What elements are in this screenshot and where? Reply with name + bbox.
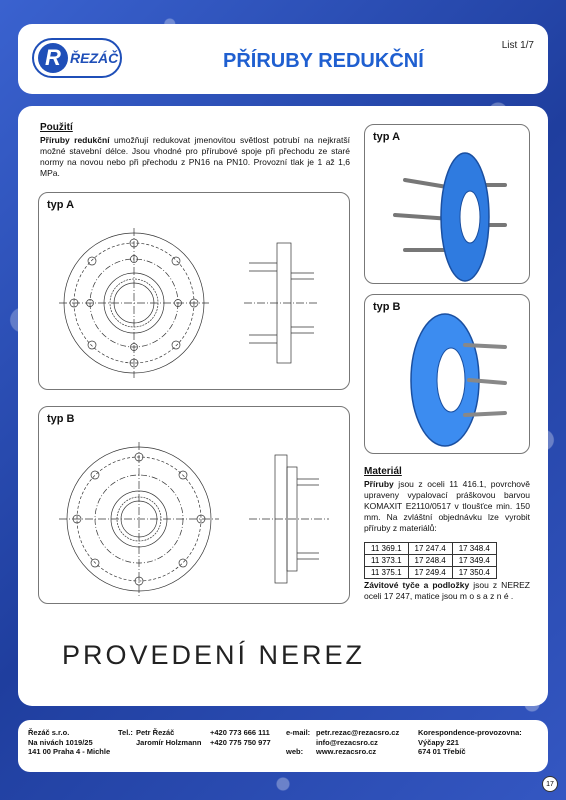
usage-section [40, 122, 350, 179]
email-link[interactable]: info@rezacsro.cz [316, 737, 378, 747]
footer [18, 720, 548, 772]
company-city: 141 00 Praha 4 - Michle [28, 747, 111, 756]
contact-name: Jaromír Holzmann [136, 737, 202, 747]
contact-labels [286, 728, 310, 757]
table-cell: 11 373.1 [365, 555, 409, 567]
page-title: PŘÍRUBY REDUKČNÍ [223, 50, 424, 72]
materials-table [364, 542, 497, 579]
material-section [364, 466, 530, 534]
table-cell: 17 349.4 [452, 555, 496, 567]
branch-street: Výčapy 221 [418, 737, 459, 747]
email-label: e-mail: [286, 728, 311, 737]
photo-b-label: typ B [373, 301, 401, 313]
contact-names [136, 728, 201, 747]
drawing-b-label: typ B [47, 413, 75, 425]
email-link[interactable]: petr.rezac@rezacsro.cz [316, 728, 400, 737]
contact-emails [316, 728, 399, 757]
drawing-panel-a [38, 192, 350, 390]
web-link[interactable]: www.rezacsro.cz [316, 747, 377, 756]
usage-heading: Použití [40, 122, 73, 133]
phone-number[interactable]: +420 773 666 111 [210, 728, 270, 737]
sheet-number: List 1/7 [501, 40, 534, 51]
threaded-rods-note [364, 580, 530, 602]
table-cell: 17 247.4 [408, 543, 452, 555]
logo-text: ŘEZÁČ [70, 50, 119, 66]
header [18, 24, 548, 94]
flange-drawing-b [39, 407, 351, 605]
photo-a-label: typ A [373, 131, 401, 143]
stainless-banner: PROVEDENÍ NEREZ [62, 640, 366, 670]
drawing-panel-b [38, 406, 350, 604]
branch-address [418, 728, 522, 757]
flange-photo-b [365, 295, 531, 455]
photo-panel-b [364, 294, 530, 454]
flange-photo-a [365, 125, 531, 285]
flange-drawing-a [39, 193, 351, 391]
table-row [365, 543, 497, 555]
usage-text: umožňují redukovat jmenovitou světlost potrubí na nejkratší možné stavební délce. Jsou vhodné pro přírubové spoje při přechodu ze staré normy na novou nebo při přechodu z PN16 na PN10. Provozní tlak je 1 až 1,6 MPa. [40, 135, 350, 178]
branch-city: 674 01 Třebíč [418, 747, 466, 756]
company-logo [32, 38, 122, 78]
company-name: Řezáč s.r.o. [28, 728, 70, 737]
table-row [365, 567, 497, 579]
contact-phones [210, 728, 271, 747]
page-number: 17 [542, 776, 558, 792]
drawing-a-label: typ A [47, 199, 75, 211]
company-address [28, 728, 110, 757]
company-street: Na nivách 1019/25 [28, 737, 93, 747]
table-cell: 17 350.4 [452, 567, 496, 579]
photo-panel-a [364, 124, 530, 284]
contact-name: Petr Řezáč [136, 728, 175, 737]
web-label: web: [286, 747, 304, 756]
tel-label: Tel.: [118, 728, 133, 737]
table-row [365, 555, 497, 567]
usage-lead: Příruby redukční [40, 135, 110, 145]
material-text: jsou z oceli 11 416.1, povrchově upraveny vypalovací práškovou barvou KOMAXIT E2110/0517 v tloušťce min. 150 mm. Na zvláštní objednávku lze vyrobit příruby z materiálů: [364, 479, 530, 533]
rods-lead: Závitové tyče a podložky [364, 580, 470, 590]
rods-text: jsou z NEREZ oceli 17 247, matice jsou m o s a z n é . [364, 580, 530, 601]
main-content [18, 106, 548, 706]
phone-number[interactable]: +420 775 750 977 [210, 737, 271, 747]
table-cell: 17 248.4 [408, 555, 452, 567]
table-cell: 17 249.4 [408, 567, 452, 579]
table-cell: 17 348.4 [452, 543, 496, 555]
logo-letter: R [38, 43, 68, 73]
material-heading: Materiál [364, 466, 402, 477]
table-cell: 11 375.1 [365, 567, 409, 579]
material-lead: Příruby [364, 479, 394, 489]
table-cell: 11 369.1 [365, 543, 409, 555]
branch-title: Korespondence-provozovna: [418, 728, 522, 737]
